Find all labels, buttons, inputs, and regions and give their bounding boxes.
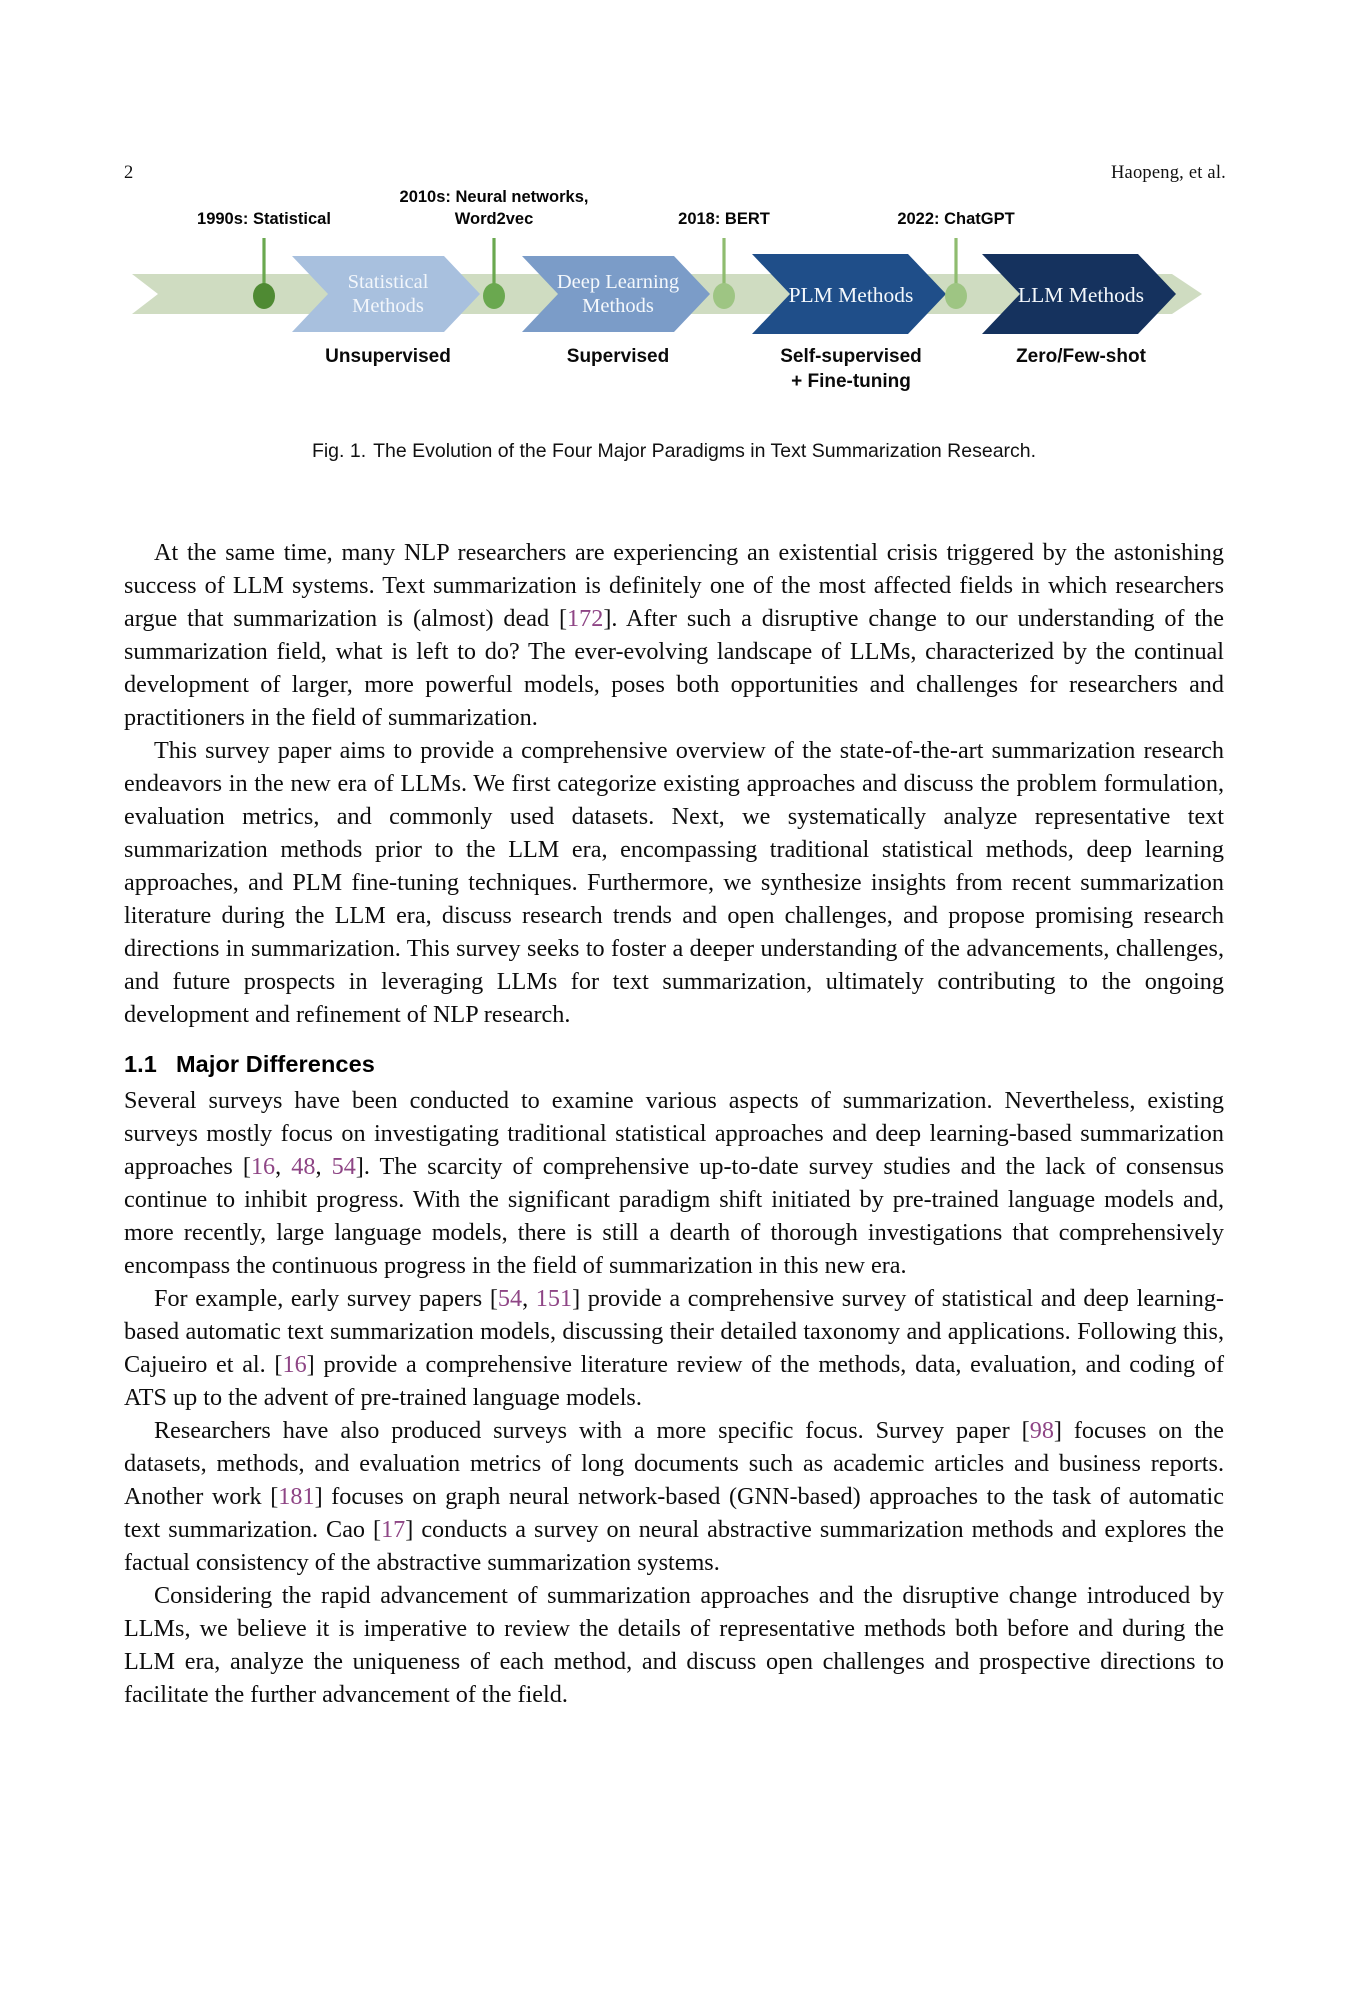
text-run: For example, early survey papers [ [154,1285,498,1312]
running-head-authors: Haopeng, et al. [1111,163,1226,183]
citation-ref[interactable]: 16 [250,1153,276,1180]
milestone-label-2010s-line-1: 2010s: Neural networks, [399,188,589,206]
para-early-survey-papers [124,1282,1224,1414]
citation-ref[interactable]: 172 [567,605,604,632]
text-run: , [315,1153,332,1180]
text-run: , [522,1285,536,1312]
text-run: ] conducts a survey on neural abstractive summarization methods and explores the factual consistency of the abstractive summarization systems. [124,1516,1224,1576]
stage-subtitle-plm-line-2: + Fine-tuning [791,371,911,392]
citation-ref[interactable]: 54 [497,1285,523,1312]
milestone-label-2022: 2022: ChatGPT [897,210,1015,228]
citation-ref[interactable]: 181 [278,1483,315,1510]
para-specific-focus [124,1414,1224,1579]
stage-title-line-1: PLM Methods [788,283,914,307]
stage-subtitle-llm: Zero/Few-shot [1016,346,1146,367]
section-number: 1.1 [124,1051,157,1077]
text-run: ]. The scarcity of comprehensive up-to-date survey studies and the lack of consensus continue to inhibit progress. With the significant paradigm shift initiated by pre-trained language models and, more recently, large language models, there is still a dearth of thorough investigations that comprehensively encompass the continuous progress in the field of summarization in this new era. [124,1153,1224,1279]
citation-ref[interactable]: 98 [1029,1417,1054,1444]
milestone-marker-2018 [713,238,735,309]
citation-ref[interactable]: 16 [282,1351,307,1378]
section-major-differences [124,1051,1224,1078]
para-existential-crisis [124,536,1224,734]
stage-title-line-1: LLM Methods [1017,283,1145,307]
citation-ref[interactable]: 17 [381,1516,406,1543]
text-run: At the same time, many NLP researchers are experiencing an existential crisis triggered by the astonishing success of LLM systems. Text summarization is definitely one of the most affected fields in which researchers argue that summarization is (almost) dead [ [124,539,1224,632]
text-run: ] provide a comprehensive literature review of the methods, data, evaluation, and coding of ATS up to the advent of pre-trained language models. [124,1351,1224,1411]
milestone-label-2018: 2018: BERT [678,210,770,228]
timeline-diagram [124,232,1224,412]
stage-subtitle-deep-learning: Supervised [566,346,670,367]
milestone-labels [124,186,1224,232]
figure-1 [124,188,1224,412]
citation-ref[interactable]: 151 [535,1285,573,1312]
milestone-marker-2022 [945,238,967,309]
milestone-marker-2010s [483,238,505,309]
stage-title-line-2: Methods [582,295,654,317]
text-run: ] provide a comprehensive survey of statistical and deep learning-based automatic text summarization models, discussing their detailed taxonomy and applications. Following this, Cajueiro et al. [ [124,1285,1224,1378]
para-several-surveys [124,1084,1224,1282]
page-number: 2 [124,163,134,183]
stage-subtitle-plm-line-1: Self-supervised [780,346,922,367]
figure-1-caption [124,440,1224,463]
milestone-label-2010s-line-2: Word2vec [454,210,534,228]
text-run: Researchers have also produced surveys with a more specific focus. Survey paper [ [154,1417,1030,1444]
figure-caption-text: The Evolution of the Four Major Paradigms in Text Summarization Research. [373,440,1037,462]
text-run: Several surveys have been conducted to examine various aspects of summarization. Nevertheless, existing surveys mostly focus on investigating traditional statistical approaches and deep learning-based summarization approaches [ [124,1087,1224,1180]
stage-subtitle-statistical: Unsupervised [325,346,451,367]
text-run: This survey paper aims to provide a comprehensive overview of the state-of-the-art summarization research endeavors in the new era of LLMs. We first categorize existing approaches and discuss the problem formulation, evaluation metrics, and commonly used datasets. Next, we systematically analyze representative text summarization methods prior to the LLM era, encompassing traditional statistical methods, deep learning approaches, and PLM fine-tuning techniques. Furthermore, we synthesize insights from recent summarization literature during the LLM era, discuss research trends and open challenges, and propose promising research directions in summarization. This survey seeks to foster a deeper understanding of the advancements, challenges, and future prospects in leveraging LLMs for text summarization, ultimately contributing to the ongoing development and refinement of NLP research. [124,737,1224,1028]
text-run: ]. After such a disruptive change to our understanding of the summarization field, what is left to do? The ever-evolving landscape of LLMs, characterized by the continual development of larger, more powerful models, poses both opportunities and challenges for researchers and practitioners in the field of summarization. [124,605,1224,731]
text-run: ] focuses on the datasets, methods, and evaluation metrics of long documents such as academic articles and business reports. Another work [ [124,1417,1224,1510]
running-head [124,163,1226,187]
figure-caption-label: Fig. 1. [311,440,367,462]
citation-ref[interactable]: 48 [291,1153,316,1180]
text-run: Considering the rapid advancement of summarization approaches and the disruptive change introduced by LLMs, we believe it is imperative to review the details of representative methods both before and during the LLM era, analyze the uniqueness of each method, and discuss open challenges and prospective directions to facilitate the further advancement of the field. [124,1582,1224,1708]
milestone-label-1990s: 1990s: Statistical [197,210,331,228]
section-title: Major Differences [176,1051,375,1077]
body-text [124,536,1224,1711]
text-run: ] focuses on graph neural network-based (GNN-based) approaches to the task of automatic text summarization. Cao [ [124,1483,1224,1543]
text-run: , [275,1153,292,1180]
stage-title-line-1: Statistical [347,271,429,293]
para-survey-aims [124,734,1224,1031]
stage-title-line-1: Deep Learning [556,271,680,293]
stage-title-line-2: Methods [352,295,424,317]
milestone-marker-1990s [253,238,275,309]
para-rapid-advancement [124,1579,1224,1711]
body-column [124,536,1224,1711]
citation-ref[interactable]: 54 [331,1153,356,1180]
figure-1-graphic [124,188,1224,412]
